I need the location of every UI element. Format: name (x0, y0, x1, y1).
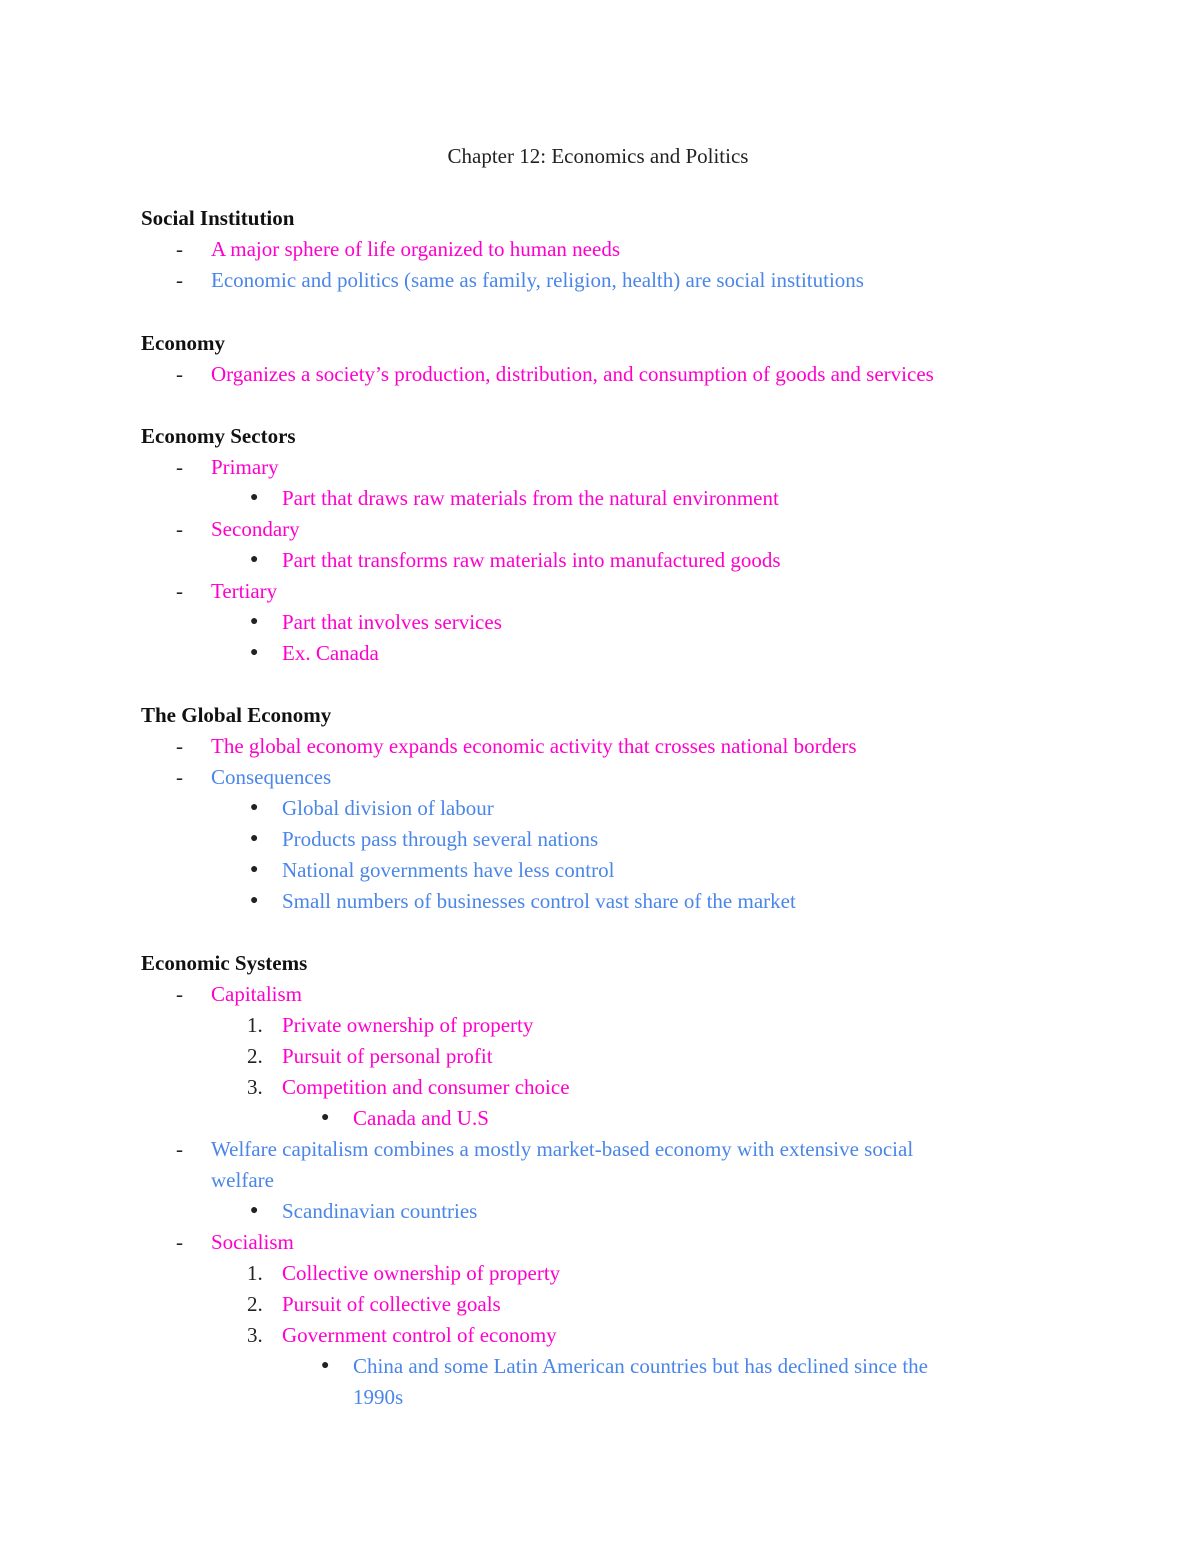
bullet-marker: ● (321, 1358, 330, 1373)
list-item: Part that involves services (282, 610, 502, 634)
list-item: China and some Latin American countries but has declined since the (353, 1354, 928, 1378)
dash-marker: - (176, 517, 183, 541)
list-item: Pursuit of personal profit (282, 1044, 493, 1068)
list-item: Small numbers of businesses control vast share of the market (282, 889, 796, 913)
list-item: Primary (211, 455, 279, 479)
list-item: National governments have less control (282, 858, 615, 882)
bullet-marker: ● (250, 893, 259, 908)
dash-marker: - (176, 362, 183, 386)
list-item: Secondary (211, 517, 300, 541)
list-item: Consequences (211, 765, 332, 789)
list-item: Canada and U.S (353, 1106, 489, 1130)
number-marker: 2. (247, 1292, 263, 1316)
list-item: Organizes a society’s production, distribution, and consumption of goods and services (211, 362, 934, 386)
number-marker: 2. (247, 1044, 263, 1068)
list-item: Ex. Canada (282, 641, 379, 665)
dash-marker: - (176, 455, 183, 479)
list-item: Socialism (211, 1230, 294, 1254)
list-item: The global economy expands economic activity that crosses national borders (211, 734, 857, 758)
dash-marker: - (176, 982, 183, 1006)
section-heading-economic-systems: Economic Systems (141, 951, 308, 975)
bullet-marker: ● (250, 645, 259, 660)
list-item: A major sphere of life organized to human needs (211, 237, 620, 261)
bullet-marker: ● (250, 490, 259, 505)
dash-marker: - (176, 1230, 183, 1254)
list-item: Part that transforms raw materials into manufactured goods (282, 548, 781, 572)
dash-marker: - (176, 268, 183, 292)
list-item: Welfare capitalism combines a mostly market-based economy with extensive social (211, 1137, 914, 1161)
section-heading-global-economy: The Global Economy (141, 703, 332, 727)
list-item-continuation: welfare (211, 1168, 274, 1192)
bullet-marker: ● (321, 1110, 330, 1125)
bullet-marker: ● (250, 552, 259, 567)
list-item: Collective ownership of property (282, 1261, 561, 1285)
list-item: Pursuit of collective goals (282, 1292, 501, 1316)
list-item: Part that draws raw materials from the natural environment (282, 486, 779, 510)
bullet-marker: ● (250, 800, 259, 815)
bullet-marker: ● (250, 1203, 259, 1218)
dash-marker: - (176, 237, 183, 261)
list-item: Government control of economy (282, 1323, 557, 1347)
list-item: Capitalism (211, 982, 302, 1006)
dash-marker: - (176, 765, 183, 789)
section-heading-economy: Economy (141, 331, 225, 355)
dash-marker: - (176, 579, 183, 603)
list-item-continuation: 1990s (353, 1385, 404, 1409)
list-item: Products pass through several nations (282, 827, 599, 851)
number-marker: 3. (247, 1323, 263, 1347)
bullet-marker: ● (250, 614, 259, 629)
list-item: Tertiary (211, 579, 278, 603)
section-heading-economy-sectors: Economy Sectors (141, 424, 296, 448)
section-heading-social-institution: Social Institution (141, 206, 295, 230)
number-marker: 1. (247, 1013, 263, 1037)
page-title: Chapter 12: Economics and Politics (447, 144, 749, 168)
bullet-marker: ● (250, 831, 259, 846)
number-marker: 1. (247, 1261, 263, 1285)
list-item: Competition and consumer choice (282, 1075, 570, 1099)
dash-marker: - (176, 1137, 183, 1161)
list-item: Private ownership of property (282, 1013, 534, 1037)
number-marker: 3. (247, 1075, 263, 1099)
list-item: Global division of labour (282, 796, 494, 820)
list-item: Scandinavian countries (282, 1199, 478, 1223)
bullet-marker: ● (250, 862, 259, 877)
list-item: Economic and politics (same as family, religion, health) are social institutions (211, 268, 864, 292)
dash-marker: - (176, 734, 183, 758)
